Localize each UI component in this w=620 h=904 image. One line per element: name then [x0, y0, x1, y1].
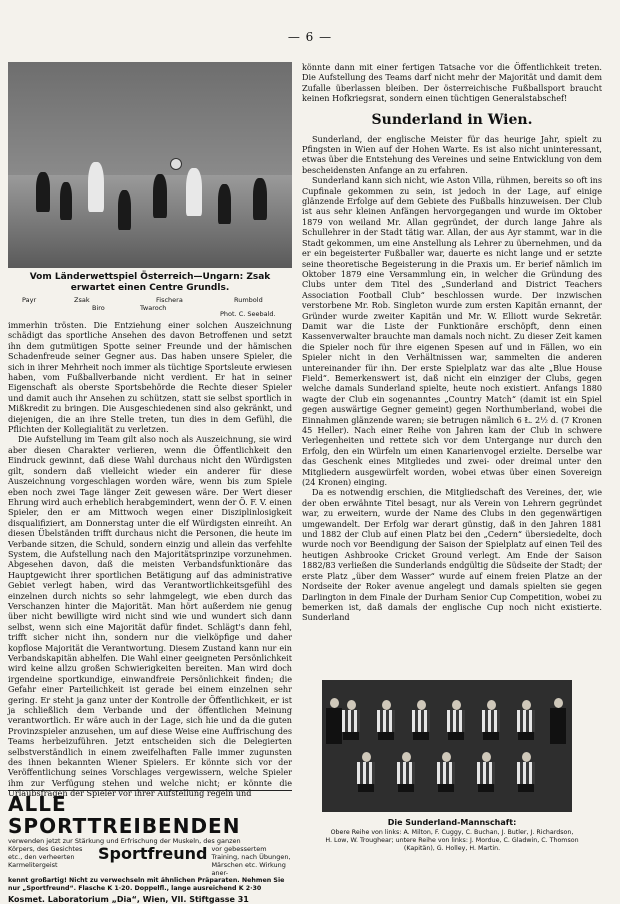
team-player-figure [412, 700, 430, 740]
team-caption-line: Obere Reihe von links: A. Milton, F. Cuggy, C. Buchan, J. Butler, J. Richardson, [330, 829, 574, 836]
team-official-figure [550, 698, 566, 744]
paragraph: Die Aufstellung im Team gilt also noch als Auszeichnung, sie wird aber diesen Charakter verlieren, wenn die Öffentlichkeit den Eindruck gewinnt, daß diese Wahl durchaus nicht den Würdigsten gilt, sondern daß vielleicht wieder ein anderer für diese Auszeichnung vorgeschlagen worden wäre, wenn bis zum Spiele eben noch zwei Tage länger Zeit gewesen wäre. Der Wert dieser Ehrung wird auch erheblich herabgemindert, wenn der Ö. F. V. einen Spieler, den er am Mittwoch wegen einer Disziplinlosigkeit disqualifiziert, am Donnerstag unter die elf Würdigsten einreiht. An diesen Übelständen trifft durchaus nicht die Personen, die heute im Verbande sitzen, die Schuld, sondern einzig und allein das verfehlte System, die Aufstellung nach den Majoritätsprinzipe vorzunehmen. Abgesehen davon, daß die meisten Verbandsfunktionäre das Hauptgewicht ihrer sportlichen Betätigung auf das administrative Gebiet verlegt haben, wird das Verantwortlichkeitsgefühl des einzelnen durch nichts so sehr lahmgelegt, wie eben durch das Verschanzen hinter die Majorität. Man hört außerdem nie genug über nicht bewilligte wird nicht sind wie und wundert sich dann selbst, wenn sich eine Majorität dafür findet. Schlägt's dann fehl, trifft sicher nicht ihn, sondern nur die vielköpfige und daher kopflose Majorität die Verantwortung. Diesem Zustand kann nur ein Verbandskapitän abhelfen. Die Wahl einer geeigneten Persönlichkeit wird keine allzu großen Schwierigkeiten bereiten. Man wird doch irgendeine sportkundige, einwandfreie Persönlichkeit finden; die Gefahr einer Parteilichkeit ist gerade bei einem einzelnen sehr gering. Er steht ja ganz unter der Kontrolle der Öffentlichkeit, er ist ja schließlich dem Verbande und der öffentlichen Meinung verantwortlich. Er wäre auch in der Lage, sich hie und da die guten Provinzspieler anzusehen, um auf diese Weise eine Auffrischung des Teams herbeizuführen. Jetzt entscheiden sich die Delegierten selbstverständlich in einem zweifelhaften Falle immer zugunsten des ihnen bekannten Wiener Spielers. Er könnte sich vor der Veröffentlichung seines Vorschlages vergewissern, welche Spieler ihm zur Verfügung stehen und welche nicht; er könnte die Urlaubsfragen der Spieler vor ihrer Aufstellung regeln und [8, 434, 292, 799]
ad-row [8, 845, 292, 877]
article-headline: Sunderland in Wien. [371, 111, 533, 128]
ad-brand: Sportfreund [98, 844, 208, 863]
name-label: Biro [92, 304, 105, 312]
name-label: Payr [22, 296, 37, 304]
team-photo [322, 680, 572, 812]
right-top-text [302, 62, 602, 104]
ad-right-text: vor gebessertem Training, nach Übungen, Märschen etc. Wirkung aner- [211, 845, 291, 877]
team-player-figure [397, 752, 415, 792]
team-player-figure [357, 752, 375, 792]
name-label: Fischera [156, 296, 183, 304]
ad-title: ALLE SPORTTREIBENDEN [8, 792, 241, 838]
ad-left-text: Körpers, des Gesichtes etc., den verheerten Karmelitergeist [8, 845, 83, 869]
team-caption [302, 829, 602, 853]
team-caption-title: Die Sunderland-Mannschaft: [387, 818, 517, 827]
photo-names [8, 294, 292, 320]
photo-credit: Phot. C. Seebald. [220, 310, 276, 318]
advertisement [8, 790, 292, 904]
team-player-figure [342, 700, 360, 740]
left-article-text [8, 320, 292, 799]
ad-line: verwenden jetzt zur Stärkung und Erfrischung der Muskeln, des ganzen [8, 837, 241, 845]
team-player-figure [482, 700, 500, 740]
team-caption-line: H. Low, W. Troughear; untere Reihe von links: J. Mordue, C. Gladwin, C. Thomson [325, 837, 579, 844]
team-player-figure [477, 752, 495, 792]
photo-caption: Vom Länderwettspiel Österreich—Ungarn: Zsak erwartet einen Centre Grundls. [29, 272, 271, 293]
team-official-figure [326, 698, 342, 744]
match-photo [8, 62, 292, 268]
paragraph: Sunderland kann sich nicht, wie Aston Villa, rühmen, bereits so oft ins Cupfinale gekommen zu sein, ist jedoch in der Lage, auf einige glänzende Erfolge auf dem Gebiete des Fußballs hinzuweisen. Der Club ist aus sehr kleinen Anfängen hervorgegangen und wurde im Oktober 1879 von weiland Mr. Allan gegründet, der durch lange Jahre als Schullehrer in der Stadt tätig war. Allan, der aus Ayr stammt, war in die Stadt gekommen, um eine Anstellung als Lehrer zu übernehmen, und da er ein begeisterter Fußballer war, dauerte es nicht lange und er setzte seine theoretische Begeisterung in die Praxis um. Er berief nämlich im Oktober 1879 eine Versammlung ein, in welcher die Gründung des Clubs unter dem Titel des „Sunderland and District Teachers Association Football Club“ beschlossen wurde. Der inzwischen verstorbene Mr. Rob. Singleton wurde zum ersten Kapitän ernannt, der Gründer wurde zweiter Kapitän und Mr. W. Elliott wurde Sekretär. Damit war die Liste der Funktionäre erschöpft, denn einen Kassenverwalter brauchte man damals noch nicht. Zu dieser Zeit kamen die Spieler noch für ihre eigenen Spesen auf und in Fällen, wo ein Spieler nicht in den Verhältnissen war, sammelten die anderen untereinander für ihn. Der erste Spielplatz war das alte „Blue House Field“. Bemerkenswert ist, daß nicht ein einziger der Clubs, gegen welche damals Sunderland spielte, heute noch existiert. Anfangs 1880 wagte der Club ein sogenanntes „Country Match“ (damit ist ein Spiel gegen auswärtige Gegner gemeint) gegen Northumberland, wobei die Einnahmen glänzende waren; sie betrugen nämlich 6 Ł. 2½ d. (7 Kronen 45 Heller). Nach einer Reihe von Jahren kam der Club in schwere Verlegenheiten und rettete sich vor dem Untergange nur durch den Erfolg, den ein Würfeln um einen Kanarienvogel erzielte. Derselbe war das Geschenk eines Mitgliedes und zwei- oder dreimal unter den Mitgliedern ausgewürfelt worden, wobei etwas über einen Sovereign (24 Kronen) einging. [302, 175, 602, 488]
left-column [8, 62, 292, 799]
paragraph: Da es notwendig erschien, die Mitgliedschaft des Vereines, der, wie der oben erwähnte Titel besagt, nur als Verein von Lehrern gegründet war, zu erweitern, wurde der Name des Clubs in den gegenwärtigen umgewandelt. Der Erfolg war derart günstig, daß in den Jahren 1881 und 1882 der Club auf einen Platz bei den „Cedern“ übersiedelte, doch wurde noch vor Beendigung der Saison der Spielplatz auf einen Teil des heutigen Ashbrooke Cricket Ground verlegt. Am Ende der Saison 1882/83 verließen die Sunderlands endgültig die Südseite der Stadt; der erste Platz „über dem Wasser“ wurde auf einem freien Platze an der Nordseite der Roker avenue angelegt und damals spielten sie gegen Darlington in dem Finale der Durham Senior Cup Competition, wobei zu bemerken ist, daß damals der englische Cup noch nicht existierte. Sunderland [302, 487, 602, 623]
paragraph: immerhin trösten. Die Entziehung einer solchen Auszeichnung schädigt das sportliche Ansehen des davon Betroffenen und setzt ihn dem gutmütigen Spotte seiner Freunde und der hämischen Schadenfreude seiner Gegner aus. Das haben unsere Spieler, die sich in ihrer Mehrheit noch immer als tüchtige Sportsleute erwiesen haben, vom Fußballverbande nicht verdient. Er hat in seiner Eigenschaft als oberste Sportsbehörde die Rechte dieser Spieler und damit auch ihr Ansehen zu schützen, statt sie selbst sportlich in Mißkredit zu bringen. Die Ausgeschiedenen sind also gekränkt, und diejenigen, die an ihre Stelle treten, tun dies in dem Gefühl, die Pflichten der Kollegialität zu verletzen. [8, 320, 292, 435]
page-number: — 6 — [287, 30, 333, 44]
team-player-figure [447, 700, 465, 740]
team-player-figure [517, 752, 535, 792]
name-label: Rumbold [234, 296, 263, 304]
team-player-figure [437, 752, 455, 792]
ad-address: Kosmet. Laboratorium „Dia“, Wien, VII. Stiftgasse 31 [8, 895, 249, 904]
name-label: Twaroch [140, 304, 167, 312]
right-column [302, 62, 602, 623]
paragraph: Sunderland, der englische Meister für das heurige Jahr, spielt zu Pfingsten in Wien auf der Hohen Warte. Es ist also nicht uninteressant, etwas über die Entstehung des Vereines und seine Entwicklung von dem bescheidensten Anfange an zu erfahren. [302, 133, 602, 175]
paragraph: könnte dann mit einer fertigen Tatsache vor die Öffentlichkeit treten. Die Aufstellung des Teams darf nicht mehr der Majorität und damit dem Zufalle überlassen bleiben. Der österreichische Fußballsport braucht keinen Hofkriegsrat, sondern einen tüchtigen Generalstabschef! [302, 62, 602, 104]
name-label: Zsak [74, 296, 90, 304]
team-player-figure [377, 700, 395, 740]
team-player-figure [517, 700, 535, 740]
sunderland-article-text [302, 134, 602, 623]
team-caption-line: (Kapitän), G. Holley, H. Martin. [403, 845, 501, 852]
ad-line: kennt großartig! Nicht zu verwechseln mit ähnlichen Präparaten. Nehmen Sie nur „Sportfreund“. Flasche K 1·20. Doppelfl., lange ausreichend K 2·30 [8, 877, 285, 892]
